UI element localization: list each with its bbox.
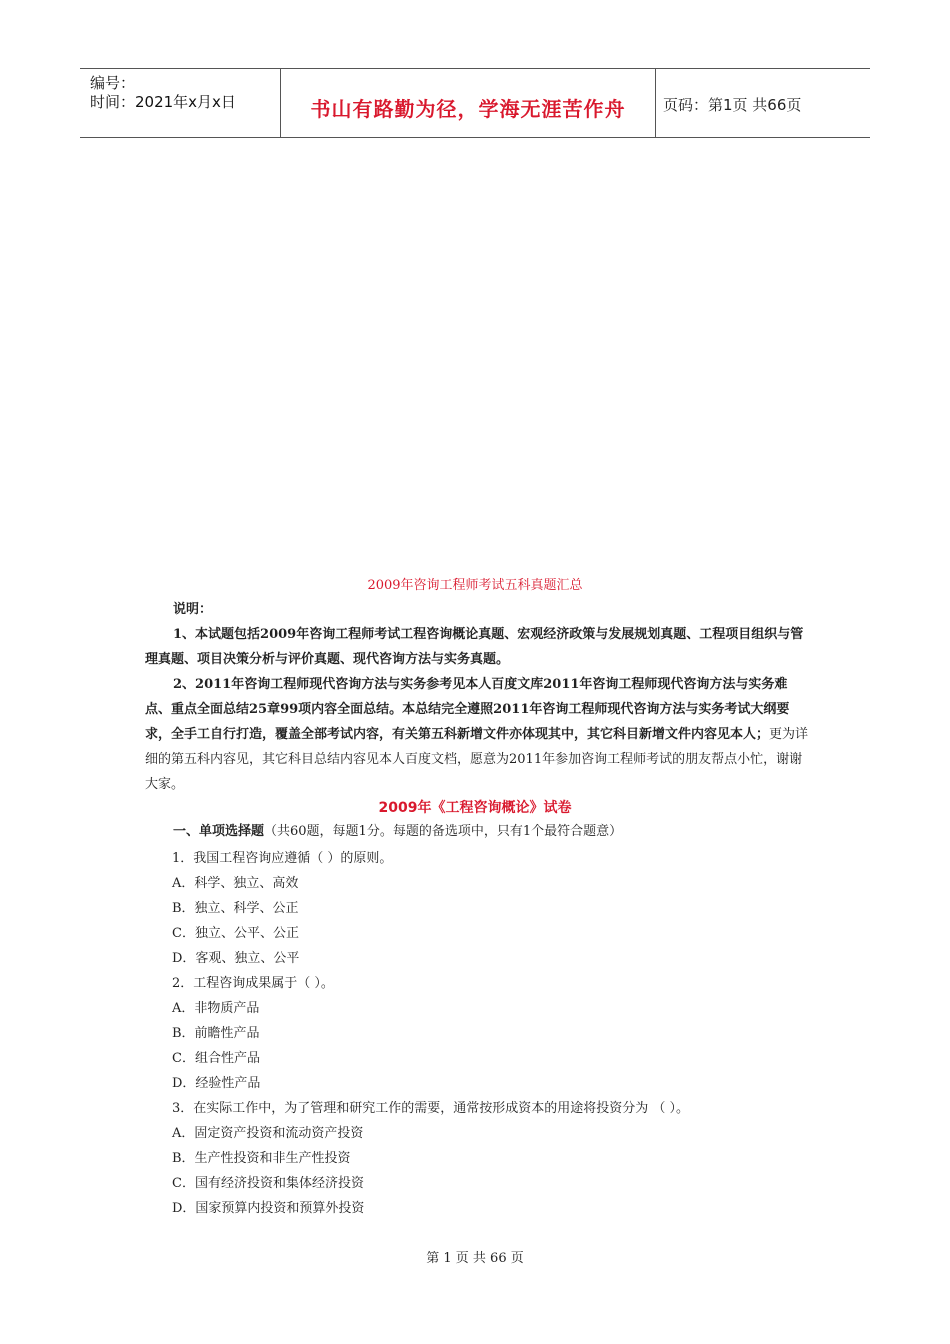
question-option: A．固定资产投资和流动资产投资: [172, 1126, 364, 1141]
part-heading: [145, 819, 810, 844]
part-description: （共60题，每题1分。每题的备选项中，只有1个最符合题意）: [264, 824, 623, 839]
header-motto-cell: [280, 69, 656, 137]
section-title: 2009年《工程咨询概论》试卷: [378, 800, 572, 816]
question-stem: 3．在实际工作中，为了管理和研究工作的需要，通常按形成资本的用途将投资分为 （ ）。: [172, 1101, 690, 1116]
question-option: B．独立、科学、公正: [172, 901, 299, 916]
question-option: C．独立、公平、公正: [172, 926, 299, 941]
note-label: 说明：: [173, 602, 213, 617]
question-option: C．国有经济投资和集体经济投资: [172, 1176, 364, 1191]
question-option: C．组合性产品: [172, 1051, 260, 1066]
question-stem: 2．工程咨询成果属于（ ）。: [172, 976, 334, 991]
question-stem: 1．我国工程咨询应遵循（ ）的原则。: [172, 851, 393, 866]
question-option: A．非物质产品: [172, 1001, 260, 1016]
page-number-label: 页码：第1页 共66页: [663, 96, 802, 114]
question-option: B．前瞻性产品: [172, 1026, 260, 1041]
page-header-table: [80, 68, 870, 138]
header-meta-cell: [80, 69, 280, 137]
note-paragraph-1: 1、本试题包括2009年咨询工程师考试工程咨询概论真题、宏观经济政策与发展规划真题、工程项目组织与管理真题、项目决策分析与评价真题、现代咨询方法与实务真题。: [145, 627, 804, 667]
question-option: A．科学、独立、高效: [172, 876, 299, 891]
motto-text: 书山有路勤为径，学海无涯苦作舟: [310, 97, 626, 121]
question-option: B．生产性投资和非生产性投资: [172, 1151, 351, 1166]
page-footer: 第 1 页 共 66 页: [426, 1251, 524, 1266]
note-2-bold-text: 2、2011年咨询工程师现代咨询方法与实务参考见本人百度文库2011年咨询工程师现代咨询方法与实务难点、重点全面总结25章99项内容全面总结。本总结完全遵照2011年咨询工程师现代咨询方法与实务考试大纲要求，全手工自行打造，覆盖全部考试内容，有关第五科新增文件亦体现其中，其它科目新增文件内容见本人；: [145, 677, 790, 742]
question-option: D．经验性产品: [172, 1076, 261, 1091]
serial-label: 编号：: [90, 74, 136, 92]
question-option: D．国家预算内投资和预算外投资: [172, 1201, 365, 1216]
header-page-cell: [655, 69, 870, 137]
note-2-normal-text: 更为详细的第五科内容见，其它科目总结内容见本人百度文档，愿意为2011年参加咨询工程师考试的朋友帮点小忙，谢谢大家。: [145, 727, 809, 792]
time-label: 时间：2021年x月x日: [90, 93, 236, 111]
document-title: 2009年咨询工程师考试五科真题汇总: [367, 578, 583, 593]
note-paragraph-2: [145, 672, 810, 797]
question-option: D．客观、独立、公平: [172, 951, 300, 966]
part-label: 一、单项选择题: [173, 824, 265, 839]
